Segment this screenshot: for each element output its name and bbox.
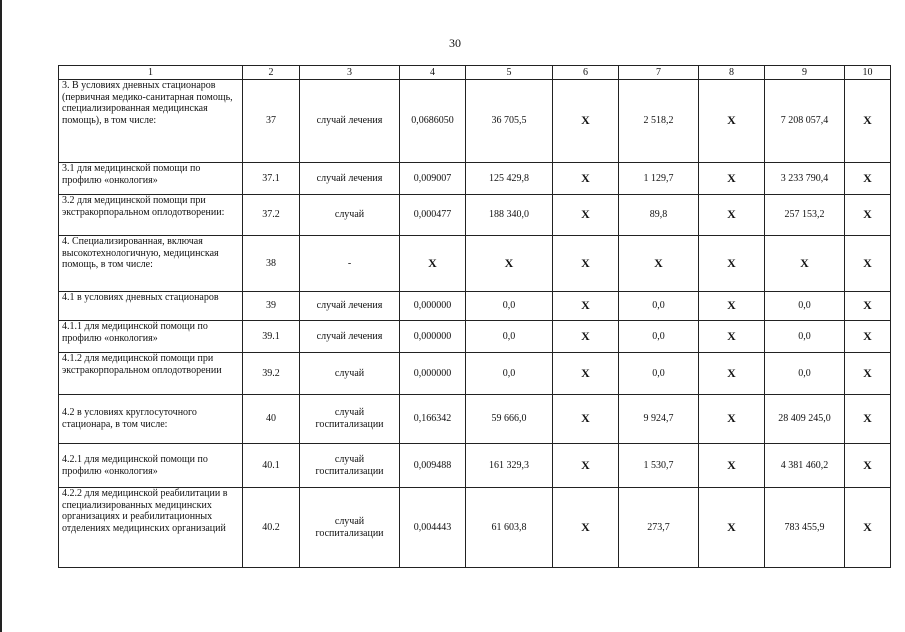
row-number: 40.2	[243, 488, 300, 568]
per-capita-cell: 2 518,2	[619, 80, 699, 163]
x-cell: X	[845, 163, 891, 195]
per-capita-cell: 1 530,7	[619, 444, 699, 488]
volume-cell: 0,009488	[400, 444, 466, 488]
header-cell: 3	[300, 66, 400, 80]
page-number: 30	[449, 36, 461, 50]
volume-cell: 0,000000	[400, 353, 466, 395]
volume-cell: 0,0686050	[400, 80, 466, 163]
row-number: 40.1	[243, 444, 300, 488]
x-cell: X	[765, 236, 845, 292]
table-row	[59, 195, 891, 236]
x-cell: X	[553, 444, 619, 488]
unit-cell: случай лечения	[300, 321, 400, 353]
total-cell: 3 233 790,4	[765, 163, 845, 195]
x-cell: X	[845, 321, 891, 353]
x-cell: X	[699, 163, 765, 195]
row-description: 4.1.1 для медицинской помощи по профилю «онкология»	[59, 321, 243, 353]
unit-cell: случай	[300, 195, 400, 236]
x-cell: X	[699, 444, 765, 488]
row-number: 40	[243, 395, 300, 444]
x-cell: X	[553, 195, 619, 236]
header-cell: 5	[466, 66, 553, 80]
total-cell: 0,0	[765, 353, 845, 395]
volume-cell: 0,166342	[400, 395, 466, 444]
x-cell: X	[553, 321, 619, 353]
x-cell: X	[845, 236, 891, 292]
per-capita-cell: 0,0	[619, 292, 699, 321]
unit-cell: случай лечения	[300, 80, 400, 163]
row-description: 3. В условиях дневных стационаров (первичная медико-санитарная помощь, специализированная медицинская помощь), в том числе:	[59, 80, 243, 163]
x-cell: X	[400, 236, 466, 292]
per-capita-cell: 9 924,7	[619, 395, 699, 444]
x-cell: X	[845, 292, 891, 321]
scan-edge-line	[0, 0, 2, 632]
x-cell: X	[699, 321, 765, 353]
row-description: 3.2 для медицинской помощи при экстракорпоральном оплодотворении:	[59, 195, 243, 236]
header-cell: 9	[765, 66, 845, 80]
x-cell: X	[699, 195, 765, 236]
per-capita-cell: 89,8	[619, 195, 699, 236]
x-cell: X	[553, 353, 619, 395]
unit-cell: случай лечения	[300, 292, 400, 321]
row-number: 39.2	[243, 353, 300, 395]
x-cell: X	[466, 236, 553, 292]
cost-cell: 61 603,8	[466, 488, 553, 568]
row-description: 4.2.2 для медицинской реабилитации в специализированных медицинских организациях и реабилитационных отделениях медицинских организаций	[59, 488, 243, 568]
x-cell: X	[553, 292, 619, 321]
x-cell: X	[699, 236, 765, 292]
total-cell: 0,0	[765, 292, 845, 321]
header-cell: 2	[243, 66, 300, 80]
row-number: 37.2	[243, 195, 300, 236]
x-cell: X	[553, 395, 619, 444]
row-number: 37	[243, 80, 300, 163]
x-cell: X	[699, 80, 765, 163]
row-description: 3.1 для медицинской помощи по профилю «онкология»	[59, 163, 243, 195]
x-cell: X	[699, 488, 765, 568]
row-description: 4. Специализированная, включая высокотехнологичную, медицинская помощь, в том числе:	[59, 236, 243, 292]
header-cell: 7	[619, 66, 699, 80]
volume-cell: 0,004443	[400, 488, 466, 568]
cost-cell: 36 705,5	[466, 80, 553, 163]
header-cell: 10	[845, 66, 891, 80]
row-description: 4.1.2 для медицинской помощи при экстракорпоральном оплодотворении	[59, 353, 243, 395]
unit-cell: случай госпитализации	[300, 488, 400, 568]
row-number: 39.1	[243, 321, 300, 353]
unit-cell: случай	[300, 353, 400, 395]
table-row	[59, 80, 891, 163]
row-description: 4.2 в условиях круглосуточного стационара, в том числе:	[59, 395, 243, 444]
cost-cell: 161 329,3	[466, 444, 553, 488]
row-number: 37.1	[243, 163, 300, 195]
total-cell: 0,0	[765, 321, 845, 353]
x-cell: X	[845, 488, 891, 568]
cost-cell: 59 666,0	[466, 395, 553, 444]
x-cell: X	[699, 292, 765, 321]
x-cell: X	[553, 80, 619, 163]
total-cell: 28 409 245,0	[765, 395, 845, 444]
x-cell: X	[845, 195, 891, 236]
x-cell: X	[845, 444, 891, 488]
x-cell: X	[699, 395, 765, 444]
cost-cell: 0,0	[466, 292, 553, 321]
x-cell: X	[845, 395, 891, 444]
table-row	[59, 395, 891, 444]
per-capita-cell: 273,7	[619, 488, 699, 568]
header-cell: 6	[553, 66, 619, 80]
total-cell: 783 455,9	[765, 488, 845, 568]
table-row	[59, 321, 891, 353]
unit-cell: случай госпитализации	[300, 444, 400, 488]
per-capita-cell: 0,0	[619, 321, 699, 353]
total-cell: 257 153,2	[765, 195, 845, 236]
x-cell: X	[619, 236, 699, 292]
x-cell: X	[553, 236, 619, 292]
volume-cell: 0,000477	[400, 195, 466, 236]
unit-cell: -	[300, 236, 400, 292]
header-cell: 8	[699, 66, 765, 80]
total-cell: 7 208 057,4	[765, 80, 845, 163]
table-row	[59, 163, 891, 195]
unit-cell: случай госпитализации	[300, 395, 400, 444]
header-cell: 1	[59, 66, 243, 80]
table-row	[59, 488, 891, 568]
volume-cell: 0,009007	[400, 163, 466, 195]
x-cell: X	[553, 488, 619, 568]
table-header-row	[59, 66, 891, 80]
x-cell: X	[553, 163, 619, 195]
table-row	[59, 444, 891, 488]
cost-cell: 188 340,0	[466, 195, 553, 236]
volume-cell: 0,000000	[400, 321, 466, 353]
x-cell: X	[845, 353, 891, 395]
table-row	[59, 353, 891, 395]
data-table	[58, 65, 891, 568]
cost-cell: 125 429,8	[466, 163, 553, 195]
per-capita-cell: 0,0	[619, 353, 699, 395]
unit-cell: случай лечения	[300, 163, 400, 195]
per-capita-cell: 1 129,7	[619, 163, 699, 195]
row-number: 38	[243, 236, 300, 292]
volume-cell: 0,000000	[400, 292, 466, 321]
total-cell: 4 381 460,2	[765, 444, 845, 488]
x-cell: X	[699, 353, 765, 395]
header-cell: 4	[400, 66, 466, 80]
table-row	[59, 236, 891, 292]
table-row	[59, 292, 891, 321]
row-description: 4.1 в условиях дневных стационаров	[59, 292, 243, 321]
row-number: 39	[243, 292, 300, 321]
cost-cell: 0,0	[466, 353, 553, 395]
cost-cell: 0,0	[466, 321, 553, 353]
row-description: 4.2.1 для медицинской помощи по профилю «онкология»	[59, 444, 243, 488]
x-cell: X	[845, 80, 891, 163]
